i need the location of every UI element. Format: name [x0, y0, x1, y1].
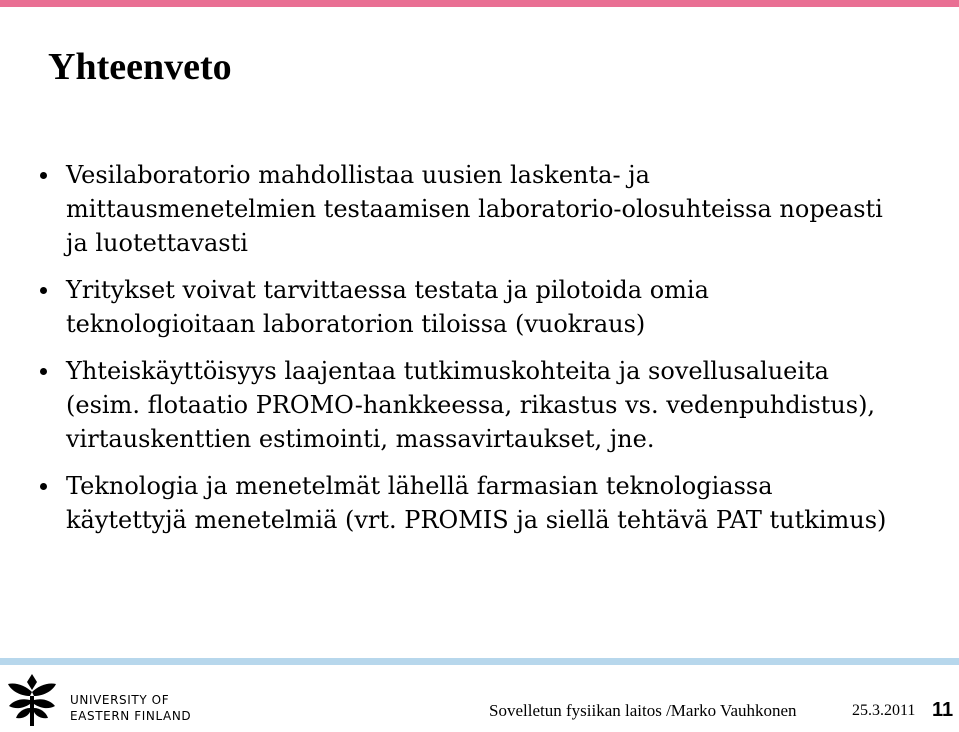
bullet-line: Yritykset voivat tarvittaessa testata ja pilotoida omia — [66, 276, 709, 304]
bullet-line: (esim. flotaatio PROMO-hankkeessa, rikastus vs. vedenpuhdistus), — [66, 391, 876, 419]
footer-date: 25.3.2011 — [852, 702, 916, 719]
slide-title: Yhteenveto — [48, 46, 232, 88]
bullet-line: virtauskenttien estimointi, massavirtaukset, jne. — [66, 425, 655, 453]
bullet-dot-icon — [40, 483, 47, 490]
bullet-line: mittausmenetelmien testaamisen laboratorio-olosuhteissa nopeasti — [66, 195, 883, 223]
university-name — [70, 692, 191, 724]
bullet-list — [26, 158, 946, 550]
university-name-line: UNIVERSITY OF — [70, 693, 170, 707]
page-number: 11 — [932, 699, 954, 721]
bullet-line: teknologioitaan laboratorion tiloissa (vuokraus) — [66, 310, 646, 338]
bullet-line: ja luotettavasti — [66, 229, 248, 257]
bullet-dot-icon — [40, 287, 47, 294]
bullet-item — [26, 354, 946, 456]
footer-divider — [0, 658, 959, 665]
bullet-line: Vesilaboratorio mahdollistaa uusien laskenta- ja — [66, 161, 650, 189]
footer-presenter: Sovelletun fysiikan laitos /Marko Vauhkonen — [489, 701, 797, 720]
bullet-dot-icon — [40, 172, 47, 179]
bullet-item — [26, 469, 946, 537]
bullet-line: Yhteiskäyttöisyys laajentaa tutkimuskohteita ja sovellusalueita — [66, 357, 829, 385]
bullet-line: käytettyjä menetelmiä (vrt. PROMIS ja siellä tehtävä PAT tutkimus) — [66, 506, 887, 534]
bullet-line: Teknologia ja menetelmät lähellä farmasian teknologiassa — [66, 472, 773, 500]
university-name-line: EASTERN FINLAND — [70, 709, 192, 723]
bullet-item — [26, 158, 946, 260]
top-accent-bar — [0, 0, 959, 7]
bullet-dot-icon — [40, 368, 47, 375]
uef-logo-icon — [6, 670, 58, 728]
bullet-item — [26, 273, 946, 341]
